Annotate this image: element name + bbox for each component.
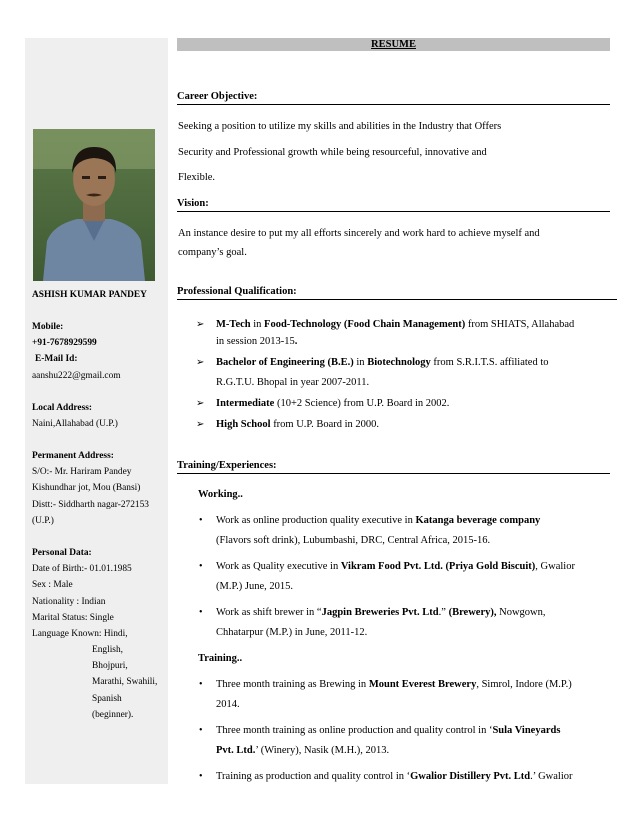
mobile-label: Mobile: bbox=[32, 322, 64, 332]
training-item-cont: Pvt. Ltd.’ (Winery), Nasik (M.H.), 2013. bbox=[216, 745, 390, 756]
qualification-item: M-Tech in Food-Technology (Food Chain Management) from SHIATS, Allahabad bbox=[216, 319, 575, 330]
mobile-number: +91-7678929599 bbox=[32, 338, 97, 348]
resume-title: RESUME bbox=[177, 38, 610, 51]
experience-item-cont: Chhatarpur (M.P.) in June, 2011-12. bbox=[216, 627, 368, 638]
career-line: Security and Professional growth while being resourceful, innovative and bbox=[178, 147, 487, 158]
language-item: English, bbox=[92, 645, 123, 655]
qualification-item: High School from U.P. Board in 2000. bbox=[216, 419, 380, 430]
career-objective-heading: Career Objective: bbox=[177, 90, 610, 105]
qualification-item-cont: R.G.T.U. Bhopal in year 2007-2011. bbox=[216, 377, 370, 388]
training-item: Three month training as Brewing in Mount Everest Brewery, Simrol, Indore (M.P.) bbox=[216, 679, 572, 690]
bullet-icon: • bbox=[199, 561, 203, 572]
training-item-cont: 2014. bbox=[216, 699, 240, 710]
sex: Sex : Male bbox=[32, 580, 73, 590]
arrow-bullet-icon: ➢ bbox=[196, 319, 205, 330]
permanent-address-line: S/O:- Mr. Hariram Pandey bbox=[32, 467, 132, 477]
permanent-address-line: Distt:- Siddharth nagar-272153 bbox=[32, 500, 149, 510]
permanent-address-line: Kishundhar jot, Mou (Bansi) bbox=[32, 483, 141, 493]
qualification-item: Bachelor of Engineering (B.E.) in Biotechnology from S.R.I.T.S. affiliated to bbox=[216, 357, 549, 368]
working-subheading: Working.. bbox=[198, 489, 243, 500]
vision-line: company’s goal. bbox=[178, 247, 247, 258]
bullet-icon: • bbox=[199, 515, 203, 526]
career-line: Seeking a position to utilize my skills and abilities in the Industry that Offers bbox=[178, 121, 502, 132]
permanent-address-label: Permanent Address: bbox=[32, 451, 114, 461]
qualification-item-cont: in session 2013-15. bbox=[216, 336, 298, 347]
experience-item-cont: (Flavors soft drink), Lubumbashi, DRC, Central Africa, 2015-16. bbox=[216, 535, 491, 546]
profile-photo bbox=[33, 129, 155, 281]
local-address-label: Local Address: bbox=[32, 403, 92, 413]
bullet-icon: • bbox=[199, 607, 203, 618]
arrow-bullet-icon: ➢ bbox=[196, 357, 205, 368]
bullet-icon: • bbox=[199, 679, 203, 690]
email-label: E-Mail Id: bbox=[35, 354, 78, 364]
language-item: (beginner). bbox=[92, 710, 134, 720]
language-item: Spanish bbox=[92, 694, 122, 704]
vision-line: An instance desire to put my all efforts sincerely and work hard to achieve myself and bbox=[178, 228, 540, 239]
language-item: Bhojpuri, bbox=[92, 661, 128, 671]
local-address: Naini,Allahabad (U.P.) bbox=[32, 419, 118, 429]
arrow-bullet-icon: ➢ bbox=[196, 419, 205, 430]
training-heading: Training/Experiences: bbox=[177, 459, 610, 474]
training-item: Training as production and quality control in ‘Gwalior Distillery Pvt. Ltd.’ Gwalior bbox=[216, 771, 573, 782]
experience-item: Work as Quality executive in Vikram Food Pvt. Ltd. (Priya Gold Biscuit), Gwalior bbox=[216, 561, 575, 572]
qualification-item: Intermediate (10+2 Science) from U.P. Board in 2002. bbox=[216, 398, 450, 409]
qualification-heading: Professional Qualification: bbox=[177, 285, 617, 300]
languages-label: Language Known: Hindi, bbox=[32, 629, 128, 639]
nationality: Nationality : Indian bbox=[32, 597, 106, 607]
bullet-icon: • bbox=[199, 771, 203, 782]
email-address: aanshu222@gmail.com bbox=[32, 371, 121, 381]
training-item: Three month training as online production and quality control in ‘Sula Vineyards bbox=[216, 725, 561, 736]
date-of-birth: Date of Birth:- 01.01.1985 bbox=[32, 564, 132, 574]
experience-item-cont: (M.P.) June, 2015. bbox=[216, 581, 294, 592]
language-item: Marathi, Swahili, bbox=[92, 677, 158, 687]
permanent-address-line: (U.P.) bbox=[32, 516, 54, 526]
marital-status: Marital Status: Single bbox=[32, 613, 114, 623]
candidate-name: ASHISH KUMAR PANDEY bbox=[32, 290, 147, 300]
experience-item: Work as shift brewer in “Jagpin Breweries Pvt. Ltd.” (Brewery), Nowgown, bbox=[216, 607, 546, 618]
bullet-icon: • bbox=[199, 725, 203, 736]
arrow-bullet-icon: ➢ bbox=[196, 398, 205, 409]
vision-heading: Vision: bbox=[177, 197, 610, 212]
career-line: Flexible. bbox=[178, 172, 216, 183]
training-subheading: Training.. bbox=[198, 653, 243, 664]
personal-data-label: Personal Data: bbox=[32, 548, 92, 558]
experience-item: Work as online production quality executive in Katanga beverage company bbox=[216, 515, 541, 526]
